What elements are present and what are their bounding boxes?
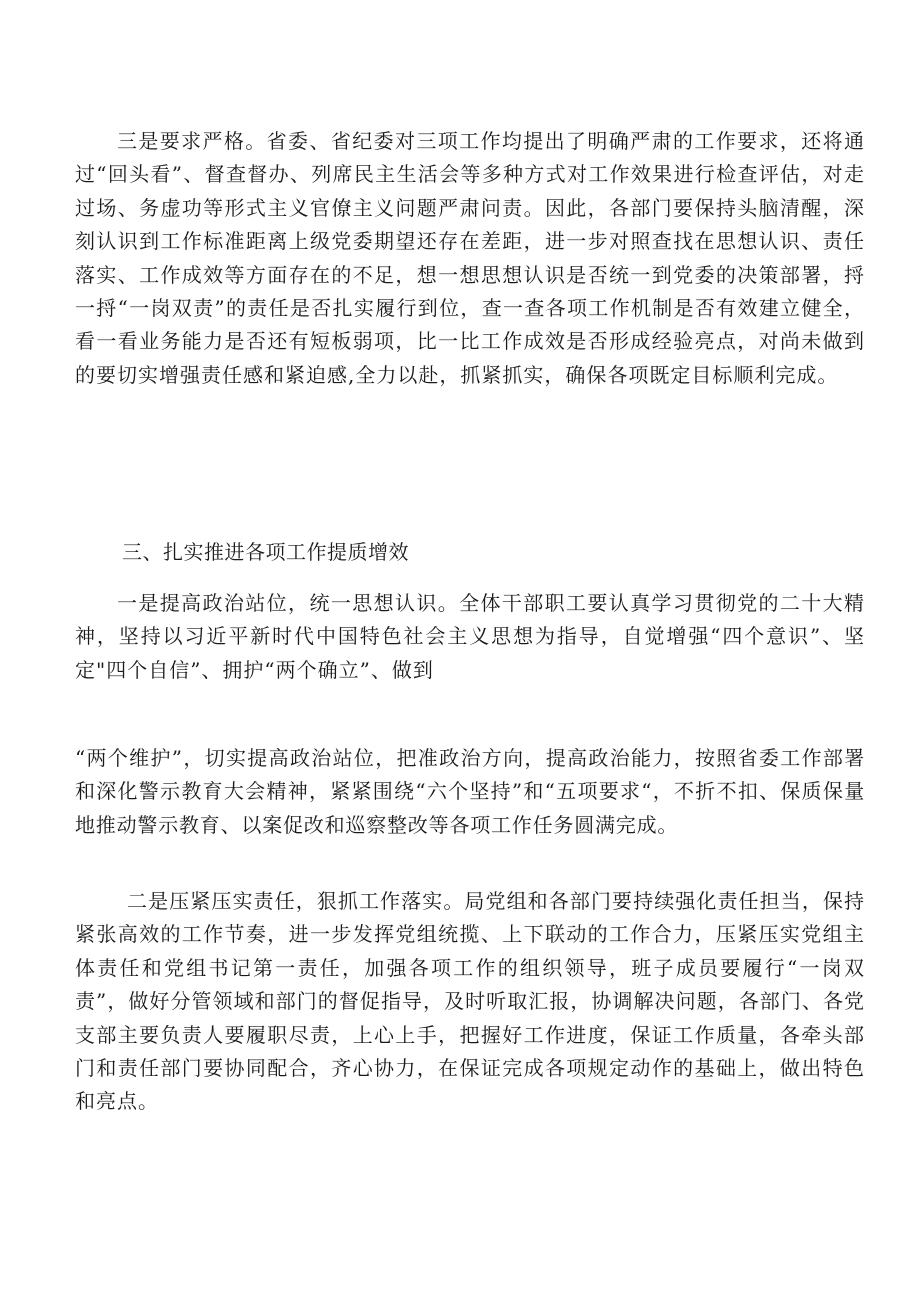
paragraph-two-safeguards: “两个维护”，切实提高政治站位，把准政治方向，提高政治能力，按照省委工作部署和深化警示教育大会精神，紧紧围绕“六个坚持”和“五项要求“，不折不扣、保质保量地推动警示教育、以案促改和巡察整改等各项工作任务圆满完成。 <box>75 746 865 837</box>
section-heading-three: 三、扎实推进各项工作提质增效 <box>122 540 409 564</box>
paragraph-political-stance: 一是提高政治站位，统一思想认识。全体干部职工要认真学习贯彻党的二十大精神，坚持以习近平新时代中国特色社会主义思想为指导，自觉增强“四个意识”、坚定"四个自信”、拥护“两个确立”、做到 <box>75 591 865 682</box>
paragraph-requirements-strict: 三是要求严格。省委、省纪委对三项工作均提出了明确严肃的工作要求，还将通过“回头看”、督查督办、列席民主生活会等多种方式对工作效果进行检查评估，对走过场、务虚功等形式主义官僚主义问题严肃问责。因此，各部门要保持头脑清醒，深刻认识到工作标准距离上级党委期望还存在差距，进一步对照查找在思想认识、责任落实、工作成效等方面存在的不足，想一想思想认识是否统一到党委的决策部署，捋一捋“一岗双责”的责任是否扎实履行到位，查一查各项工作机制是否有效建立健全，看一看业务能力是否还有短板弱项，比一比工作成效是否形成经验亮点，对尚未做到的要切实增强责任感和紧迫感,全力以赴，抓紧抓实，确保各项既定目标顺利完成。 <box>75 129 865 387</box>
paragraph-responsibility: 二是压紧压实责任，狠抓工作落实。局党组和各部门要持续强化责任担当，保持紧张高效的工作节奏，进一步发挥党组统揽、上下联动的工作合力，压紧压实党组主体责任和党组书记第一责任，加强各项工作的组织领导，班子成员要履行“一岗双责”，做好分管领域和部门的督促指导，及时听取汇报，协调解决问题，各部门、各党支部主要负责人要履职尽责，上心上手，把握好工作进度，保证工作质量，各牵头部门和责任部门要协同配合，齐心协力，在保证完成各项规定动作的基础上，做出特色和亮点。 <box>75 889 865 1114</box>
